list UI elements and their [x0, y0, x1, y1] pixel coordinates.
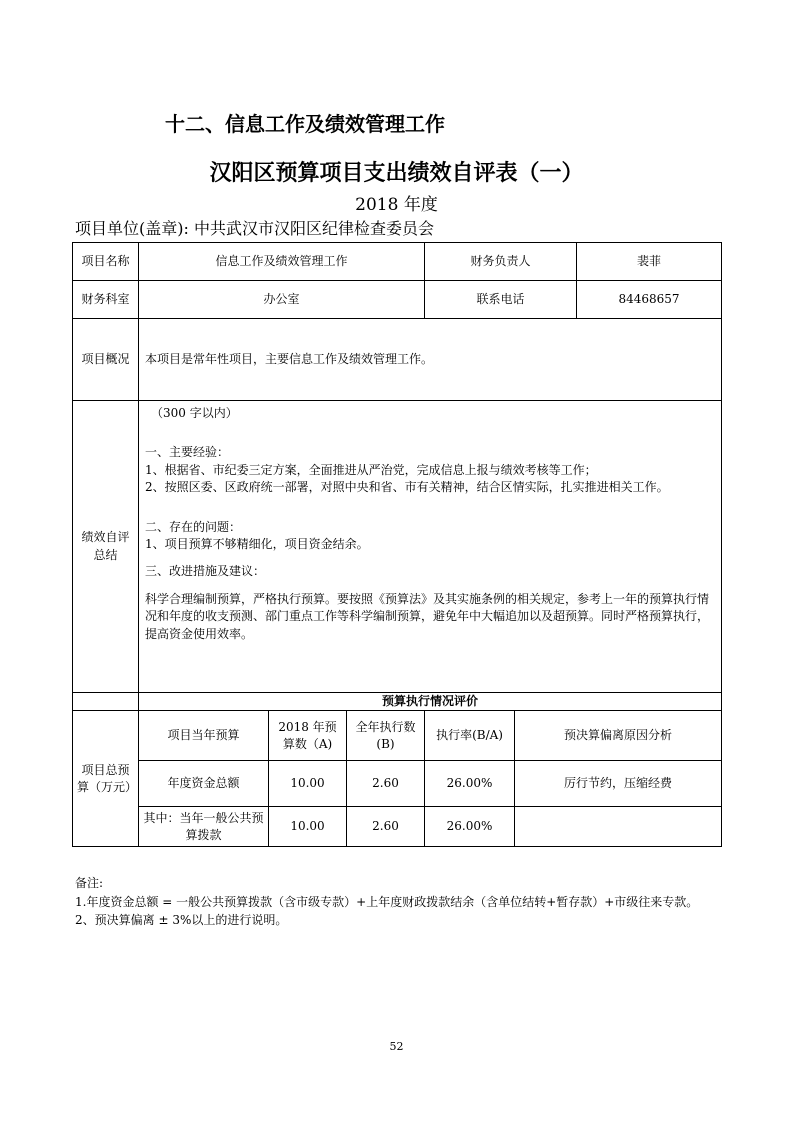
problems-heading: 二、存在的问题：: [145, 519, 242, 534]
finance-head-label: 财务负责人: [425, 243, 577, 281]
section-heading: 十二、信息工作及绩效管理工作: [165, 112, 445, 136]
project-name-label: 项目名称: [73, 243, 139, 281]
experience-item-1: 1、根据省、市纪委三定方案，全面推进从严治党，完成信息上报与绩效考核等工作；: [145, 462, 597, 477]
finance-dept-label: 财务科室: [73, 281, 139, 319]
overview-text: 本项目是常年性项目，主要信息工作及绩效管理工作。: [139, 319, 722, 401]
summary-limit-note: （300 字以内）: [151, 406, 238, 420]
budget-header-executed: 全年执行数(B): [347, 711, 425, 761]
table-row: [73, 319, 722, 401]
page-number: 52: [389, 1040, 404, 1053]
overview-label: 项目概况: [73, 319, 139, 401]
finance-dept-value: 办公室: [139, 281, 425, 319]
document-title: 汉阳区预算项目支出绩效自评表（一）: [209, 160, 584, 186]
measures-heading: 三、改进措施及建议：: [145, 564, 266, 579]
table-row: [73, 401, 722, 693]
project-unit-label: 项目单位(盖章):: [75, 219, 189, 238]
budget-header-reason: 预决算偏离原因分析: [515, 711, 722, 761]
phone-label: 联系电话: [425, 281, 577, 319]
finance-head-value: 裴菲: [577, 243, 722, 281]
document-year: 2018 年度: [355, 195, 438, 215]
table-row: [73, 693, 722, 711]
notes: [75, 874, 715, 930]
budget-section-title: 预算执行情况评价: [139, 693, 722, 711]
budget-row-rate: 26.00%: [425, 807, 515, 847]
budget-label: 项目总预算（万元）: [73, 711, 139, 847]
budget-row-plan: 10.00: [269, 761, 347, 807]
experience-heading: 一、主要经验：: [145, 445, 230, 460]
notes-line-2: 2、预决算偏离 ± 3%以上的进行说明。: [75, 913, 288, 928]
problems-item-1: 1、项目预算不够精细化，项目资金结余。: [145, 536, 369, 551]
budget-header-plan: 2018 年预算数（A): [269, 711, 347, 761]
budget-row-reason: 厉行节约，压缩经费: [515, 761, 722, 807]
budget-row-plan: 10.00: [269, 807, 347, 847]
budget-row-reason: [515, 807, 722, 847]
budget-header-item: 项目当年预算: [139, 711, 269, 761]
summary-text: [139, 401, 722, 693]
table-row: [73, 807, 722, 847]
budget-header-rate: 执行率(B/A): [425, 711, 515, 761]
table-row: [73, 243, 722, 281]
measures-text: 科学合理编制预算，严格执行预算。要按照《预算法》及其实施条例的相关规定，参考上一年的预算执行情况和年度的收支预测、部门重点工作等科学编制预算，避免年中大幅追加以及超预算。同时严格预算执行，提高资金使用效率。: [145, 591, 710, 641]
project-name-value: 信息工作及绩效管理工作: [139, 243, 425, 281]
self-evaluation-table: [72, 242, 722, 847]
summary-label: 绩效自评总结: [73, 401, 139, 693]
project-unit-value: 中共武汉市汉阳区纪律检查委员会: [193, 219, 434, 238]
budget-row-executed: 2.60: [347, 807, 425, 847]
budget-row-item: 其中：当年一般公共预算拨款: [139, 807, 269, 847]
notes-heading: 备注:: [75, 876, 104, 890]
table-row: [73, 711, 722, 761]
table-row: [73, 761, 722, 807]
budget-row-executed: 2.60: [347, 761, 425, 807]
table-row: [73, 281, 722, 319]
experience-item-2: 2、按照区委、区政府统一部署，对照中央和省、市有关精神，结合区情实际，扎实推进相关工作。: [145, 480, 669, 495]
project-unit-line: [75, 216, 434, 239]
budget-row-rate: 26.00%: [425, 761, 515, 807]
notes-line-1: 1.年度资金总额 = 一般公共预算拨款（含市级专款）+上年度财政拨款结余（含单位结转+暂存款）+市级往来专款。: [75, 894, 699, 909]
budget-row-item: 年度资金总额: [139, 761, 269, 807]
phone-value: 84468657: [577, 281, 722, 319]
